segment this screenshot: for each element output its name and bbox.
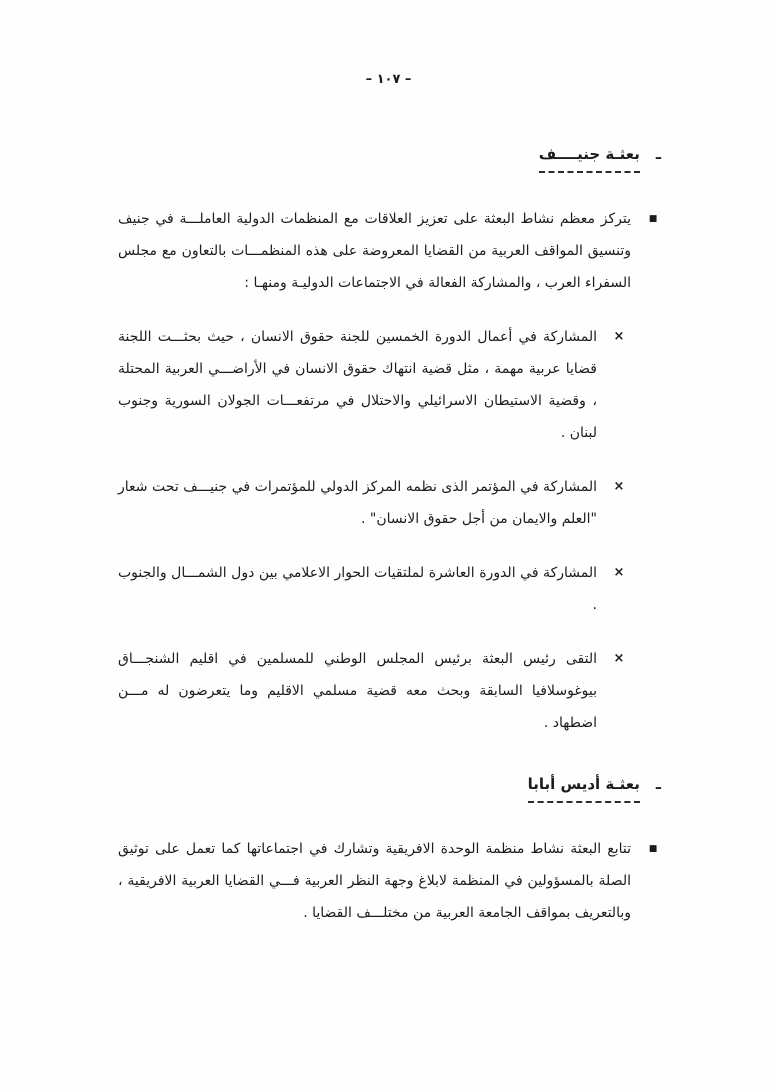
section-heading-addis-ababa (118, 775, 661, 803)
paragraph-block (118, 203, 661, 299)
paragraph-text: يتركز معظم نشاط البعثة على تعزيز العلاقات مع المنظمات الدولية العاملـــة في جنيف وتنسيق المواقف العربية من القضايا المعروضة على هذه المنظمـــات بالتعاون مع مجلس السفراء العرب ، والمشاركة الفعالة في الاجتماعات الدوليـة ومنهـا : (118, 211, 631, 291)
list-item (118, 557, 627, 621)
paragraph-block (118, 833, 661, 929)
x-bullet-icon: × (613, 329, 625, 344)
list-item-text: المشاركة في أعمال الدورة الخمسين للجنة حقوق الانسان ، حيث بحثـــت اللجنة قضايا عربية مهمة ، مثل قضية انتهاك حقوق الانسان في الأراضـــي العربية المحتلة ، وقضية الاستيطان الاسرائيلي والاحتلال في مرتفعـــات الجولان السورية وجنوب لبنان . (118, 329, 597, 441)
heading-dash-icon: ـ (655, 145, 661, 163)
x-bullet-icon: × (613, 565, 625, 580)
square-bullet-icon: ■ (648, 844, 658, 854)
section-heading-text: بعثـة جنيــــف (539, 145, 640, 173)
list-item (118, 643, 627, 739)
x-bullet-icon: × (613, 651, 625, 666)
heading-dash-icon: ـ (655, 775, 661, 793)
list-item-text: التقى رئيس البعثة برئيس المجلس الوطني للمسلمين في اقليم الشنجـــاق بيوغوسلافيا السابقة وبحث معه قضية مسلمي الاقليم وما يتعرضون له مـــن اضطهاد . (118, 651, 597, 731)
list-item-text: المشاركة في الدورة العاشرة لملتقيات الحوار الاعلامي بين دول الشمـــال والجنوب . (118, 565, 597, 613)
list-item (118, 321, 627, 449)
section-heading-geneva (118, 145, 661, 173)
page-content (0, 87, 777, 929)
section-heading-text: بعثـة أديس أبابا (528, 775, 640, 803)
list-item-text: المشاركة في المؤتمر الذى نظمه المركز الدولي للمؤتمرات في جنيـــف تحت شعار "العلم والايمان من أجل حقوق الانسان" . (118, 479, 597, 527)
paragraph-text: تتابع البعثة نشاط منظمة الوحدة الافريقية وتشارك في اجتماعاتها كما تعمل على توثيق الصلة بالمسؤولين في المنظمة لابلاغ وجهة النظر العربية فـــي القضايا العربية الافريقية ، وبالتعريف بمواقف الجامعة العربية من مختلـــف القضايا . (118, 841, 631, 921)
page-number: – ١٠٧ – (365, 72, 412, 87)
square-bullet-icon: ■ (648, 214, 658, 224)
section-mission-geneva (118, 145, 661, 739)
list-item (118, 471, 627, 535)
x-bullet-icon: × (613, 479, 625, 494)
section-mission-addis-ababa (118, 775, 661, 929)
